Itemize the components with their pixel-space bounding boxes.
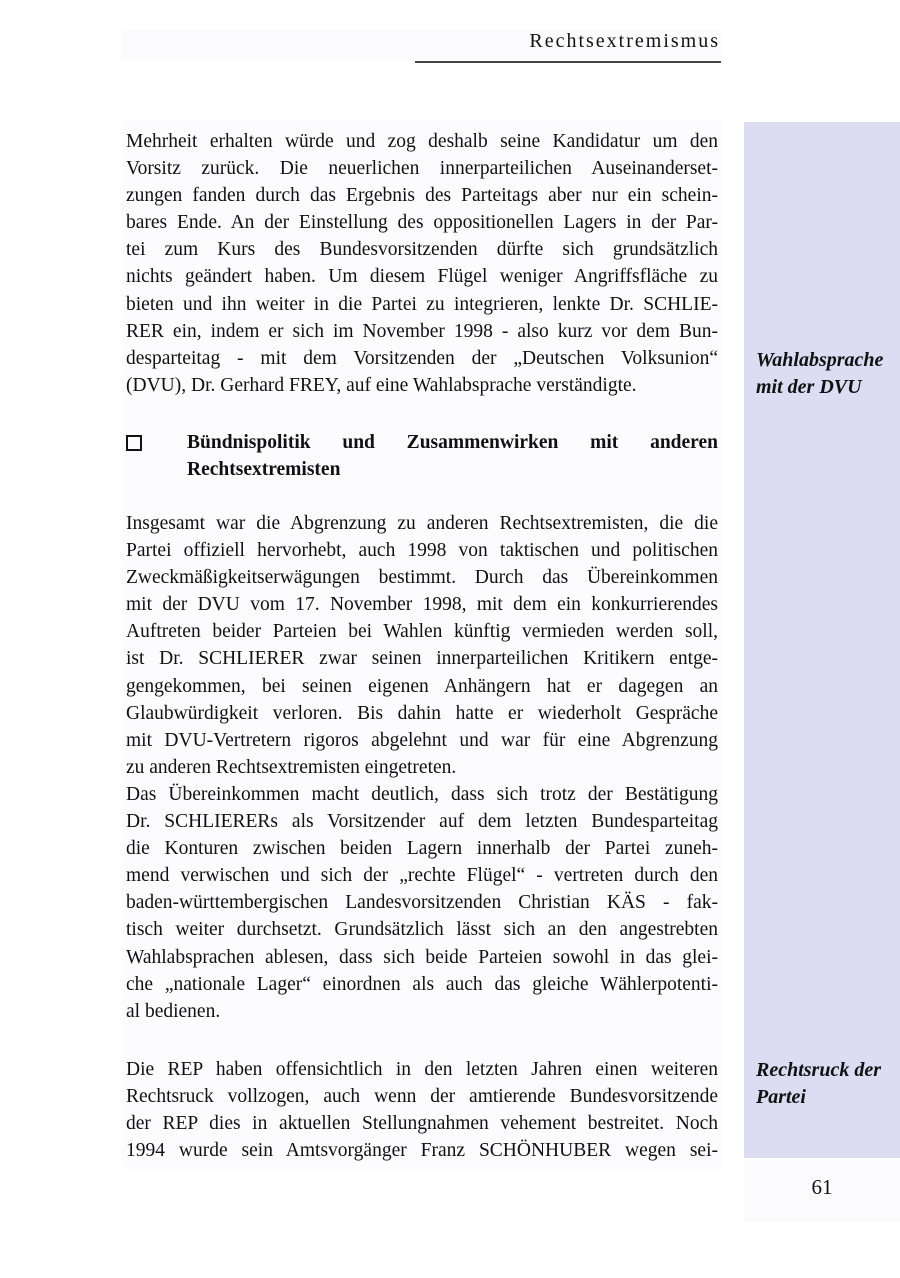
text-line: zungen fanden durch das Ergebnis des Parteitags aber nur ein schein-: [126, 185, 718, 207]
paragraph-3: [126, 781, 718, 1025]
text-line: Die REP haben offensichtlich in den letzten Jahren einen weiteren: [126, 1059, 718, 1080]
text-line: mend verwischen und sich der „rechte Flügel“ - vertreten durch den: [126, 865, 718, 887]
text-line: nichts geändert haben. Um diesem Flügel weniger Angriffsfläche zu: [126, 266, 718, 288]
text-line: Dr. SCHLIERERs als Vorsitzender auf dem letzten Bundesparteitag: [126, 811, 718, 833]
page-number: 61: [811, 1175, 833, 1199]
text-line: mit DVU-Vertretern rigoros abgelehnt und war für eine Abgrenzung: [126, 729, 718, 751]
checkbox-bullet-icon: [126, 435, 142, 451]
text-line: 1994 wurde sein Amtsvorgänger Franz SCHÖNHUBER wegen sei-: [126, 1140, 718, 1162]
text-line: ist Dr. SCHLIERER zwar seinen innerparteilichen Kritikern entge-: [126, 648, 718, 670]
text-line: der REP dies in aktuellen Stellungnahmen vehement bestreitet. Noch: [126, 1113, 718, 1135]
text-line: tisch weiter durchsetzt. Grundsätzlich lässt sich an den angestrebten: [126, 919, 718, 941]
text-line: Mehrheit erhalten würde und zog deshalb seine Kandidatur um den: [126, 131, 718, 152]
text-line: zu anderen Rechtsextremisten eingetreten.: [126, 756, 457, 778]
text-line: che „nationale Lager“ einordnen als auch das gleiche Wählerpotenti-: [126, 973, 718, 995]
margin-column: [744, 122, 900, 1158]
paragraph-2: [126, 510, 718, 781]
text-line: Vorsitz zurück. Die neuerlichen innerparteilichen Auseinanderset-: [126, 158, 718, 180]
heading-line: Rechtsextremisten: [187, 459, 341, 481]
section-heading: [126, 429, 718, 483]
text-line: bares Ende. An der Einstellung des oppositionellen Lagers in der Par-: [126, 212, 718, 234]
text-line: die Konturen zwischen beiden Lagern innerhalb der Partei zuneh-: [126, 838, 718, 860]
text-line: Zweckmäßigkeitserwägungen bestimmt. Durch das Übereinkommen: [126, 567, 718, 589]
running-header: Rechtsextremismus: [529, 30, 720, 52]
margin-note-line: mit der DVU: [756, 376, 862, 398]
text-line: Auftreten beider Parteien bei Wahlen künftig vermieden werden soll,: [126, 621, 718, 643]
header-rule: [415, 61, 721, 63]
text-line: tei zum Kurs des Bundesvorsitzenden dürfte sich grundsätzlich: [126, 239, 718, 261]
paragraph-1: [126, 128, 718, 399]
text-line: bieten und ihn weiter in die Partei zu integrieren, lenkte Dr. SCHLIE-: [126, 293, 718, 315]
text-line: baden-württembergischen Landesvorsitzenden Christian KÄS - fak-: [126, 892, 718, 914]
margin-note-line: Rechtsruck der: [756, 1059, 881, 1081]
heading-line: Bündnispolitik und Zusammenwirken mit anderen: [187, 432, 718, 453]
margin-note-line: Partei: [756, 1086, 806, 1108]
text-line: Insgesamt war die Abgrenzung zu anderen Rechtsextremisten, die die: [126, 513, 718, 534]
text-line: (DVU), Dr. Gerhard FREY, auf eine Wahlabsprache verständigte.: [126, 374, 637, 396]
text-line: gengekommen, bei seinen eigenen Anhängern hat er dagegen an: [126, 675, 718, 697]
margin-note-wahlabsprache: [756, 347, 883, 401]
text-line: Das Übereinkommen macht deutlich, dass sich trotz der Bestätigung: [126, 784, 718, 805]
text-line: desparteitag - mit dem Vorsitzenden der „Deutschen Volksunion“: [126, 347, 718, 369]
text-line: Wahlabsprachen ablesen, dass sich beide Parteien sowohl in das glei-: [126, 946, 718, 968]
text-line: Glaubwürdigkeit verloren. Bis dahin hatte er wiederholt Gespräche: [126, 702, 718, 724]
margin-note-rechtsruck: [756, 1057, 881, 1111]
text-line: mit der DVU vom 17. November 1998, mit dem ein konkurrierendes: [126, 594, 718, 616]
paragraph-4: [126, 1056, 718, 1164]
text-line: Rechtsruck vollzogen, auch wenn der amtierende Bundesvorsitzende: [126, 1086, 718, 1108]
margin-note-line: Wahlabsprache: [756, 349, 884, 371]
text-line: al bedienen.: [126, 1000, 221, 1022]
text-line: Partei offiziell hervorhebt, auch 1998 von taktischen und politischen: [126, 540, 718, 562]
text-line: RER ein, indem er sich im November 1998 - also kurz vor dem Bun-: [126, 320, 718, 342]
